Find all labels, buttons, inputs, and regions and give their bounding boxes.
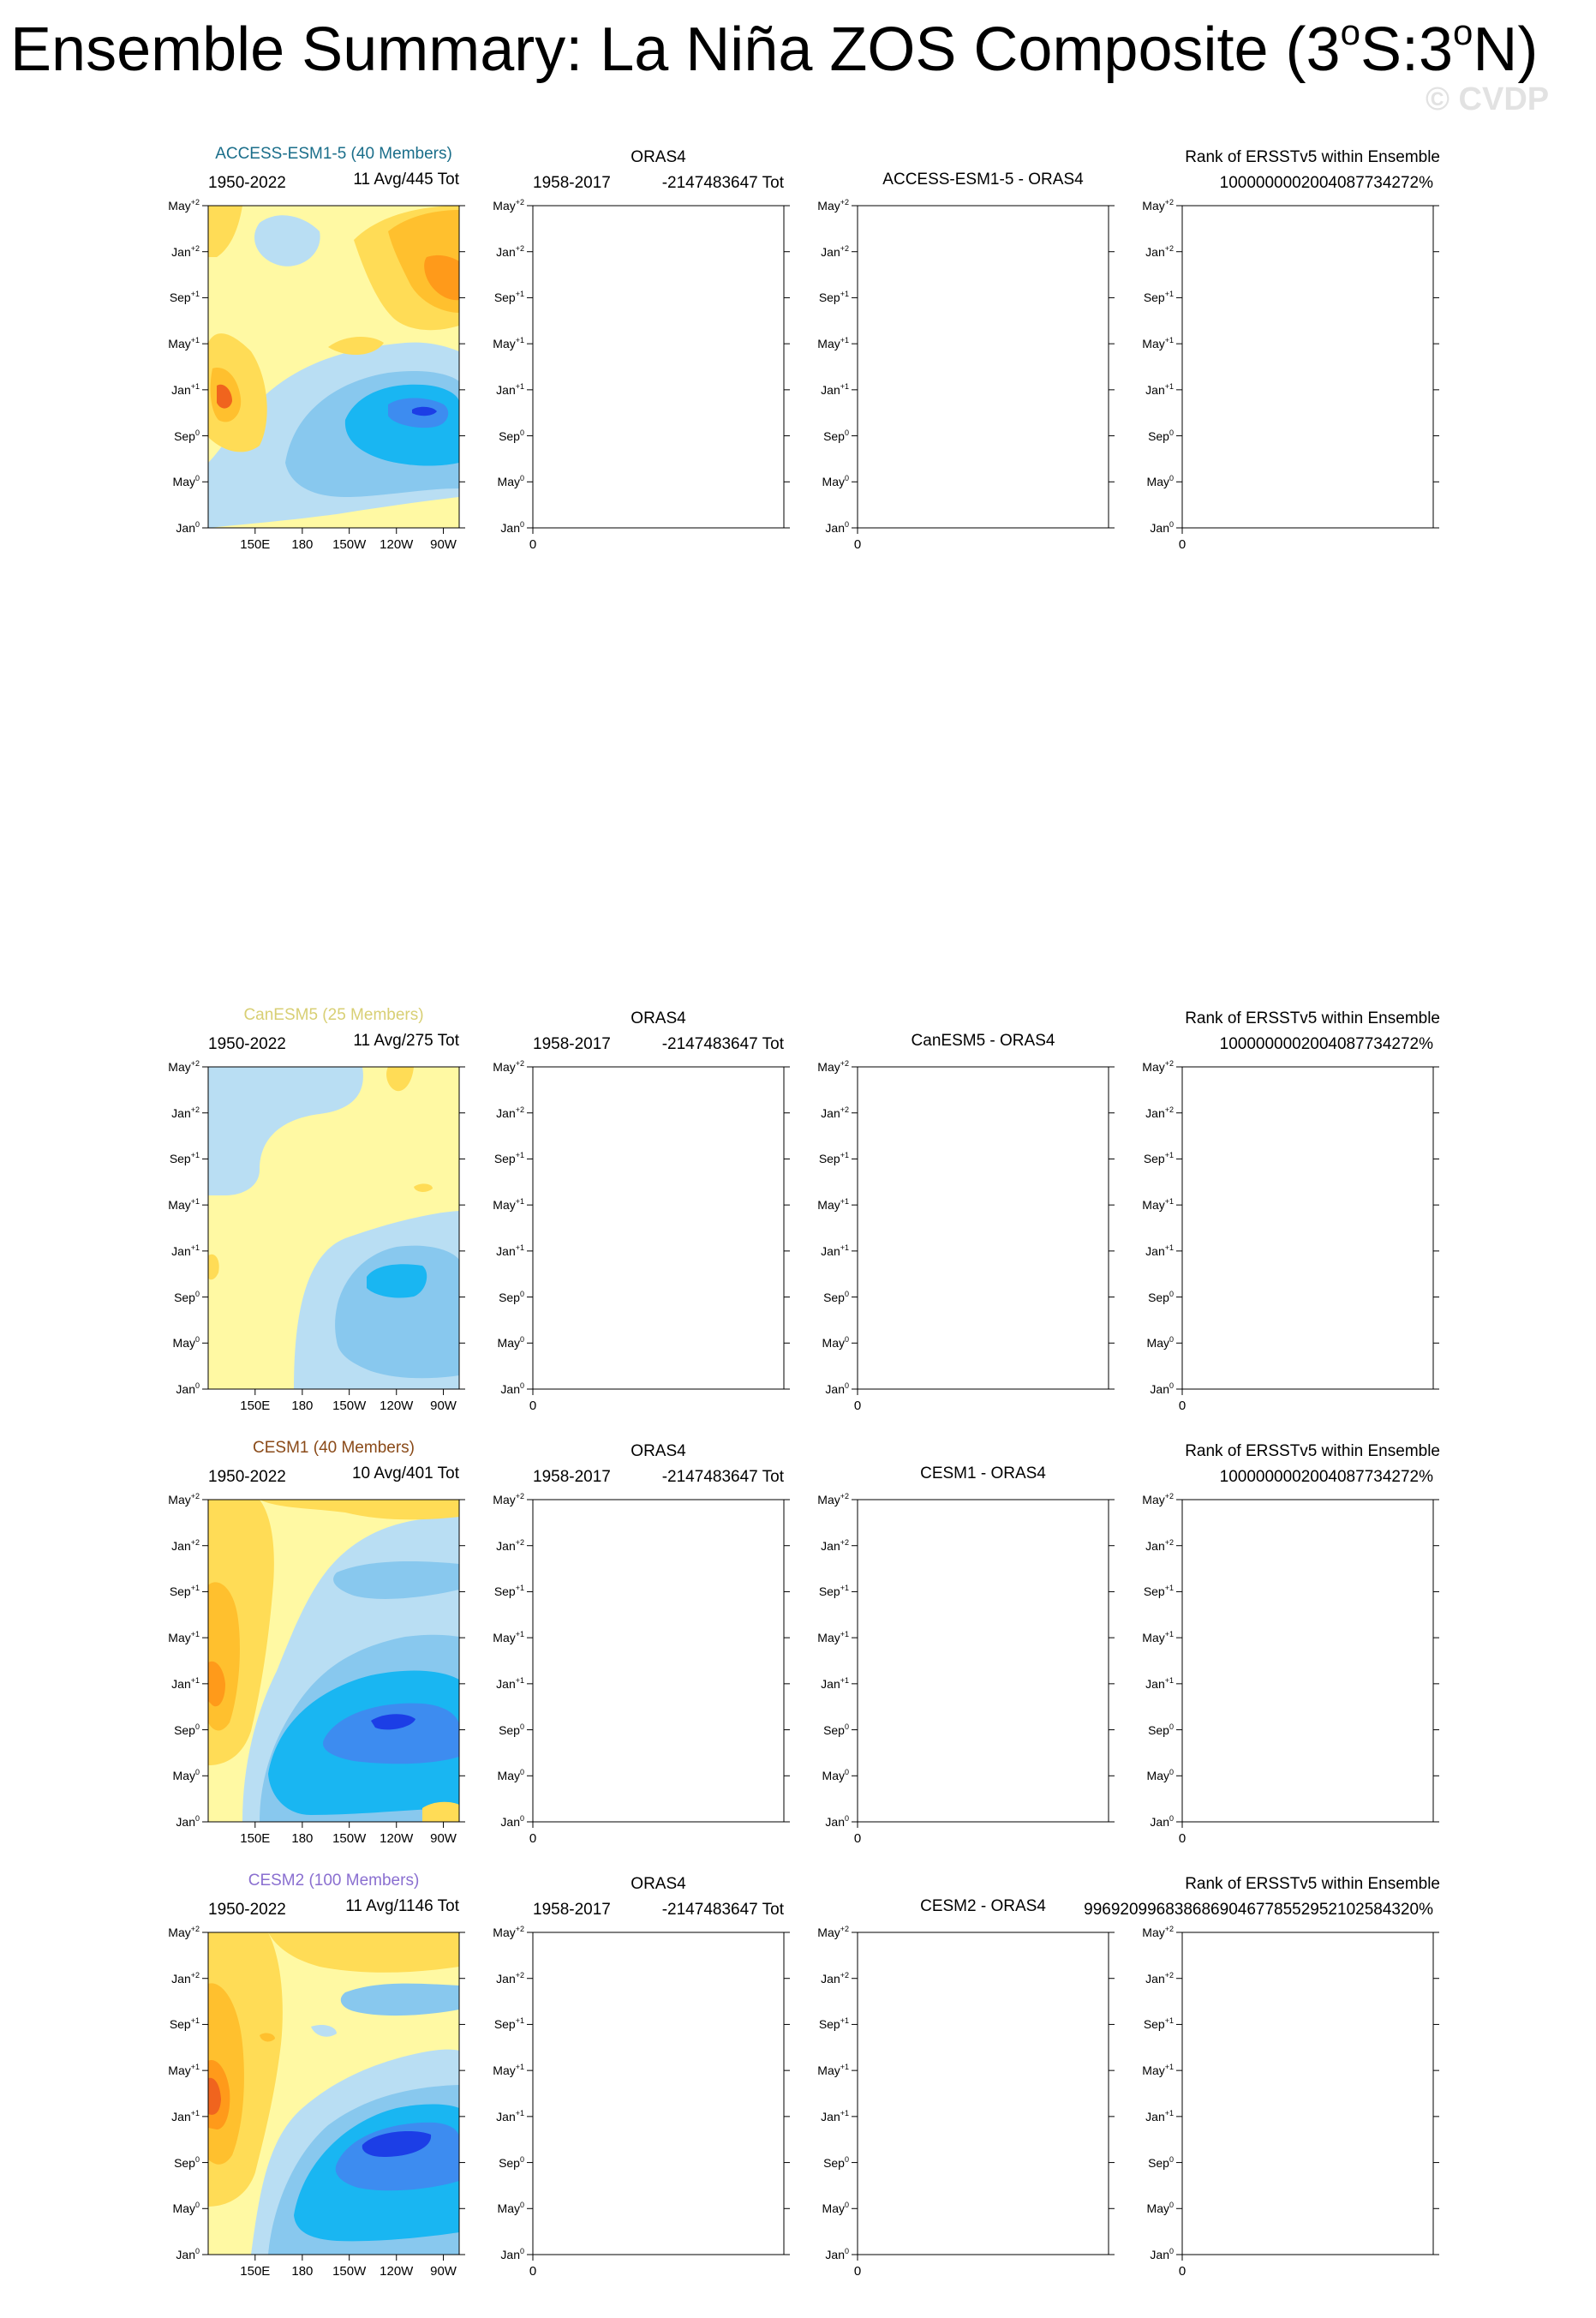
x-tick-label: 150E: [240, 537, 271, 552]
y-tick-label: Jan$^{+2}$: [821, 1970, 849, 1986]
y-tick-label: Jan$^0$: [176, 1381, 200, 1396]
y-tick-label: Sep$^{+1}$: [818, 1584, 849, 1599]
x-tick-label: 90W: [430, 1399, 457, 1413]
y-tick-label: Sep$^0$: [823, 428, 849, 443]
y-tick-label: Sep$^0$: [1148, 428, 1174, 443]
y-tick-label: May$^{+1}$: [817, 2063, 849, 2078]
y-tick-label: Jan$^0$: [176, 520, 200, 535]
y-tick-label: May$^{+2}$: [817, 1925, 849, 1939]
difference-title: ACCESS-ESM1-5 - ORAS4: [882, 171, 1084, 189]
y-tick-label: Jan$^{+1}$: [496, 1243, 524, 1258]
y-tick-label: Sep$^0$: [174, 428, 200, 443]
model-contour-plot: [208, 1932, 459, 2255]
y-tick-label: Sep$^{+1}$: [1143, 1151, 1174, 1166]
y-tick-label: Jan$^{+2}$: [821, 243, 849, 259]
plot-frame: [527, 1067, 790, 1395]
y-tick-label: May$^{+2}$: [493, 1925, 524, 1939]
plot-frame: [1176, 206, 1439, 534]
y-tick-label: Jan$^{+2}$: [821, 1537, 849, 1553]
watermark: © CVDP: [1426, 81, 1550, 117]
x-tick-label: 180: [291, 537, 314, 552]
rank-value: 1000000002004087734272%: [1219, 1468, 1433, 1486]
y-tick-label: May$^0$: [497, 2201, 524, 2216]
panel-plots: [0, 1872, 1596, 2318]
plot-frame: [1176, 1500, 1439, 1828]
y-tick-label: Sep$^{+1}$: [818, 2016, 849, 2032]
rank-title: Rank of ERSSTv5 within Ensemble: [1185, 1875, 1440, 1893]
y-tick-label: May$^{+1}$: [817, 1630, 849, 1645]
rank-value: 1000000002004087734272%: [1219, 174, 1433, 192]
y-tick-label: Sep$^{+1}$: [1143, 290, 1174, 305]
y-tick-label: Sep$^0$: [174, 1289, 200, 1304]
y-tick-label: Jan$^{+2}$: [496, 1970, 524, 1986]
y-tick-label: Sep$^{+1}$: [493, 2016, 524, 2032]
y-tick-label: May$^{+2}$: [817, 198, 849, 213]
x-tick-label: 0: [1178, 1831, 1187, 1846]
y-tick-label: Jan$^0$: [1150, 520, 1174, 535]
x-tick-label: 0: [853, 1831, 862, 1846]
x-tick-label: 120W: [380, 1831, 414, 1846]
y-tick-label: Jan$^{+1}$: [171, 1675, 200, 1691]
y-tick-label: Jan$^0$: [825, 1381, 849, 1396]
model-contour-plot: [208, 206, 459, 528]
x-tick-label: 150E: [240, 1399, 271, 1413]
plot-frame: [852, 1067, 1115, 1395]
x-tick-label: 0: [529, 1831, 537, 1846]
x-tick-label: 0: [853, 1399, 862, 1413]
x-tick-label: 150W: [332, 2264, 367, 2279]
y-tick-label: Jan$^{+2}$: [496, 243, 524, 259]
model-name-label: CESM1 (40 Members): [253, 1439, 415, 1457]
y-tick-label: Jan$^{+2}$: [171, 243, 200, 259]
y-tick-label: May$^{+2}$: [493, 1059, 524, 1074]
x-tick-label: 0: [1178, 2264, 1187, 2279]
y-tick-label: May$^{+1}$: [817, 336, 849, 351]
y-tick-label: Sep$^0$: [823, 1722, 849, 1737]
panel-plots: [0, 146, 1596, 591]
obs-years-label: 1958-2017: [533, 1035, 611, 1053]
panel-row: [0, 146, 1596, 591]
y-tick-label: Sep$^0$: [499, 1722, 524, 1737]
y-tick-label: Jan$^0$: [176, 1814, 200, 1829]
y-tick-label: Sep$^{+1}$: [818, 290, 849, 305]
y-tick-label: Jan$^0$: [1150, 1814, 1174, 1829]
panel-row: [0, 1440, 1596, 1885]
y-tick-label: May$^{+1}$: [168, 2063, 200, 2078]
y-tick-label: Jan$^0$: [825, 2247, 849, 2261]
y-tick-label: May$^{+2}$: [817, 1492, 849, 1506]
x-tick-label: 0: [1178, 1399, 1187, 1413]
y-tick-label: Jan$^{+1}$: [496, 381, 524, 397]
model-years-label: 1950-2022: [208, 1901, 286, 1919]
y-tick-label: Sep$^0$: [823, 2154, 849, 2170]
y-tick-label: Jan$^{+1}$: [1145, 2108, 1174, 2123]
y-tick-label: May$^{+2}$: [817, 1059, 849, 1074]
y-tick-label: May$^{+1}$: [493, 1197, 524, 1213]
y-tick-label: Jan$^0$: [1150, 2247, 1174, 2261]
y-tick-label: Jan$^0$: [825, 1814, 849, 1829]
y-tick-label: May$^{+1}$: [168, 1197, 200, 1213]
y-tick-label: Jan$^{+1}$: [171, 381, 200, 397]
y-tick-label: Sep$^{+1}$: [169, 2016, 200, 2032]
y-tick-label: Sep$^0$: [1148, 2154, 1174, 2170]
y-tick-label: May$^0$: [1146, 1335, 1174, 1351]
y-tick-label: Sep$^{+1}$: [493, 290, 524, 305]
y-tick-label: May$^{+1}$: [493, 2063, 524, 2078]
y-tick-label: Jan$^0$: [825, 520, 849, 535]
obs-count-label: -2147483647 Tot: [661, 1901, 784, 1919]
rank-title: Rank of ERSSTv5 within Ensemble: [1185, 148, 1440, 166]
y-tick-label: Sep$^{+1}$: [1143, 1584, 1174, 1599]
y-tick-label: Jan$^{+2}$: [171, 1105, 200, 1120]
y-tick-label: May$^{+2}$: [168, 198, 200, 213]
rank-value: 1000000002004087734272%: [1219, 1035, 1433, 1053]
panel-row: [0, 1872, 1596, 2318]
x-tick-label: 90W: [430, 537, 457, 552]
y-tick-label: Jan$^{+1}$: [171, 1243, 200, 1258]
y-tick-label: Jan$^{+1}$: [821, 381, 849, 397]
plot-frame: [527, 206, 790, 534]
y-tick-label: Jan$^{+1}$: [1145, 1675, 1174, 1691]
model-contour-plot: [208, 1500, 459, 1822]
x-tick-label: 150E: [240, 1831, 271, 1846]
y-tick-label: Sep$^0$: [823, 1289, 849, 1304]
obs-count-label: -2147483647 Tot: [661, 174, 784, 192]
model-name-label: CanESM5 (25 Members): [243, 1006, 424, 1024]
y-tick-label: May$^0$: [172, 1768, 200, 1783]
y-tick-label: Jan$^{+2}$: [1145, 1537, 1174, 1553]
panel-row: [0, 1007, 1596, 1452]
model-avg-label: 11 Avg/275 Tot: [353, 1032, 459, 1050]
page-title: Ensemble Summary: La Niña ZOS Composite (3$^o$S:3$^o$N): [10, 12, 1539, 84]
y-tick-label: Sep$^{+1}$: [493, 1584, 524, 1599]
y-tick-label: May$^0$: [1146, 474, 1174, 489]
panel-plots: [0, 1007, 1596, 1452]
y-tick-label: May$^0$: [1146, 2201, 1174, 2216]
y-tick-label: May$^0$: [822, 1768, 849, 1783]
y-tick-label: May$^0$: [822, 2201, 849, 2216]
y-tick-label: Sep$^0$: [499, 428, 524, 443]
y-tick-label: May$^0$: [1146, 1768, 1174, 1783]
y-tick-label: May$^{+1}$: [168, 1630, 200, 1645]
rank-title: Rank of ERSSTv5 within Ensemble: [1185, 1009, 1440, 1027]
y-tick-label: May$^{+1}$: [493, 1630, 524, 1645]
panel-plots: [0, 1440, 1596, 1885]
obs-count-label: -2147483647 Tot: [661, 1035, 784, 1053]
y-tick-label: Sep$^{+1}$: [1143, 2016, 1174, 2032]
obs-years-label: 1958-2017: [533, 1901, 611, 1919]
y-tick-label: May$^0$: [497, 474, 524, 489]
y-tick-label: Jan$^0$: [500, 1814, 524, 1829]
y-tick-label: Jan$^0$: [176, 2247, 200, 2261]
model-avg-label: 11 Avg/1146 Tot: [345, 1897, 459, 1915]
y-tick-label: May$^{+2}$: [1142, 198, 1174, 213]
x-tick-label: 0: [853, 537, 862, 552]
x-tick-label: 0: [529, 537, 537, 552]
plot-frame: [1176, 1932, 1439, 2261]
x-tick-label: 150E: [240, 2264, 271, 2279]
y-tick-label: May$^{+1}$: [1142, 2063, 1174, 2078]
y-tick-label: Jan$^{+1}$: [496, 2108, 524, 2123]
y-tick-label: Jan$^{+1}$: [496, 1675, 524, 1691]
y-tick-label: May$^0$: [172, 474, 200, 489]
y-tick-label: May$^{+2}$: [493, 1492, 524, 1506]
y-tick-label: Jan$^{+2}$: [171, 1970, 200, 1986]
difference-title: CanESM5 - ORAS4: [911, 1032, 1055, 1050]
model-name-label: CESM2 (100 Members): [248, 1872, 420, 1890]
difference-title: CESM1 - ORAS4: [920, 1464, 1046, 1482]
y-tick-label: May$^0$: [172, 1335, 200, 1351]
y-tick-label: Jan$^{+1}$: [821, 2108, 849, 2123]
y-tick-label: Jan$^{+2}$: [496, 1105, 524, 1120]
y-tick-label: Jan$^0$: [1150, 1381, 1174, 1396]
y-tick-label: May$^0$: [822, 1335, 849, 1351]
y-tick-label: May$^{+2}$: [168, 1059, 200, 1074]
rank-title: Rank of ERSSTv5 within Ensemble: [1185, 1442, 1440, 1460]
y-tick-label: Sep$^0$: [1148, 1722, 1174, 1737]
y-tick-label: Sep$^0$: [174, 1722, 200, 1737]
difference-title: CESM2 - ORAS4: [920, 1897, 1046, 1915]
x-tick-label: 180: [291, 1831, 314, 1846]
plot-frame: [527, 1932, 790, 2261]
x-tick-label: 90W: [430, 1831, 457, 1846]
y-tick-label: Jan$^{+1}$: [1145, 1243, 1174, 1258]
plot-frame: [852, 206, 1115, 534]
y-tick-label: May$^{+2}$: [1142, 1492, 1174, 1506]
y-tick-label: Sep$^{+1}$: [493, 1151, 524, 1166]
model-avg-label: 10 Avg/401 Tot: [351, 1464, 459, 1482]
y-tick-label: May$^{+1}$: [168, 336, 200, 351]
y-tick-label: May$^0$: [172, 2201, 200, 2216]
x-tick-label: 150W: [332, 1399, 367, 1413]
y-tick-label: May$^{+1}$: [1142, 336, 1174, 351]
plot-frame: [852, 1932, 1115, 2261]
y-tick-label: Jan$^{+2}$: [1145, 1105, 1174, 1120]
y-tick-label: Jan$^{+1}$: [171, 2108, 200, 2123]
y-tick-label: Jan$^{+2}$: [1145, 1970, 1174, 1986]
y-tick-label: May$^{+2}$: [168, 1492, 200, 1506]
x-tick-label: 90W: [430, 2264, 457, 2279]
y-tick-label: Sep$^{+1}$: [818, 1151, 849, 1166]
y-tick-label: Sep$^0$: [174, 2154, 200, 2170]
y-tick-label: Sep$^{+1}$: [169, 1151, 200, 1166]
obs-name-label: ORAS4: [631, 1009, 686, 1027]
y-tick-label: Jan$^{+1}$: [821, 1243, 849, 1258]
y-tick-label: Jan$^0$: [500, 2247, 524, 2261]
x-tick-label: 0: [529, 1399, 537, 1413]
obs-years-label: 1958-2017: [533, 174, 611, 192]
y-tick-label: May$^{+1}$: [493, 336, 524, 351]
y-tick-label: Jan$^0$: [500, 520, 524, 535]
y-tick-label: May$^{+1}$: [1142, 1630, 1174, 1645]
y-tick-label: May$^{+2}$: [1142, 1925, 1174, 1939]
y-tick-label: May$^0$: [822, 474, 849, 489]
model-avg-label: 11 Avg/445 Tot: [353, 171, 459, 189]
model-years-label: 1950-2022: [208, 1035, 286, 1053]
x-tick-label: 150W: [332, 1831, 367, 1846]
obs-name-label: ORAS4: [631, 1442, 686, 1460]
obs-years-label: 1958-2017: [533, 1468, 611, 1486]
y-tick-label: May$^0$: [497, 1768, 524, 1783]
model-years-label: 1950-2022: [208, 1468, 286, 1486]
y-tick-label: May$^{+2}$: [168, 1925, 200, 1939]
x-tick-label: 0: [1178, 537, 1187, 552]
x-tick-label: 0: [529, 2264, 537, 2279]
rank-value: 9969209968386869046778552952102584320%: [1084, 1901, 1433, 1919]
plot-frame: [852, 1500, 1115, 1828]
y-tick-label: Sep$^{+1}$: [169, 290, 200, 305]
y-tick-label: Sep$^0$: [499, 1289, 524, 1304]
x-tick-label: 180: [291, 2264, 314, 2279]
x-tick-label: 120W: [380, 1399, 414, 1413]
y-tick-label: Jan$^{+1}$: [821, 1675, 849, 1691]
x-tick-label: 180: [291, 1399, 314, 1413]
y-tick-label: Jan$^{+1}$: [1145, 381, 1174, 397]
y-tick-label: Jan$^{+2}$: [496, 1537, 524, 1553]
y-tick-label: May$^{+2}$: [1142, 1059, 1174, 1074]
plot-frame: [527, 1500, 790, 1828]
plot-frame: [1176, 1067, 1439, 1395]
x-tick-label: 120W: [380, 537, 414, 552]
x-tick-label: 150W: [332, 537, 367, 552]
model-years-label: 1950-2022: [208, 174, 286, 192]
obs-name-label: ORAS4: [631, 1875, 686, 1893]
y-tick-label: Jan$^{+2}$: [171, 1537, 200, 1553]
x-tick-label: 0: [853, 2264, 862, 2279]
y-tick-label: May$^{+1}$: [817, 1197, 849, 1213]
y-tick-label: Sep$^0$: [1148, 1289, 1174, 1304]
model-name-label: ACCESS-ESM1-5 (40 Members): [215, 145, 452, 163]
model-contour-plot: [208, 1067, 459, 1389]
y-tick-label: Sep$^{+1}$: [169, 1584, 200, 1599]
x-tick-label: 120W: [380, 2264, 414, 2279]
y-tick-label: Sep$^0$: [499, 2154, 524, 2170]
obs-count-label: -2147483647 Tot: [661, 1468, 784, 1486]
y-tick-label: Jan$^{+2}$: [1145, 243, 1174, 259]
y-tick-label: May$^{+2}$: [493, 198, 524, 213]
y-tick-label: May$^0$: [497, 1335, 524, 1351]
obs-name-label: ORAS4: [631, 148, 686, 166]
y-tick-label: Jan$^{+2}$: [821, 1105, 849, 1120]
y-tick-label: Jan$^0$: [500, 1381, 524, 1396]
y-tick-label: May$^{+1}$: [1142, 1197, 1174, 1213]
